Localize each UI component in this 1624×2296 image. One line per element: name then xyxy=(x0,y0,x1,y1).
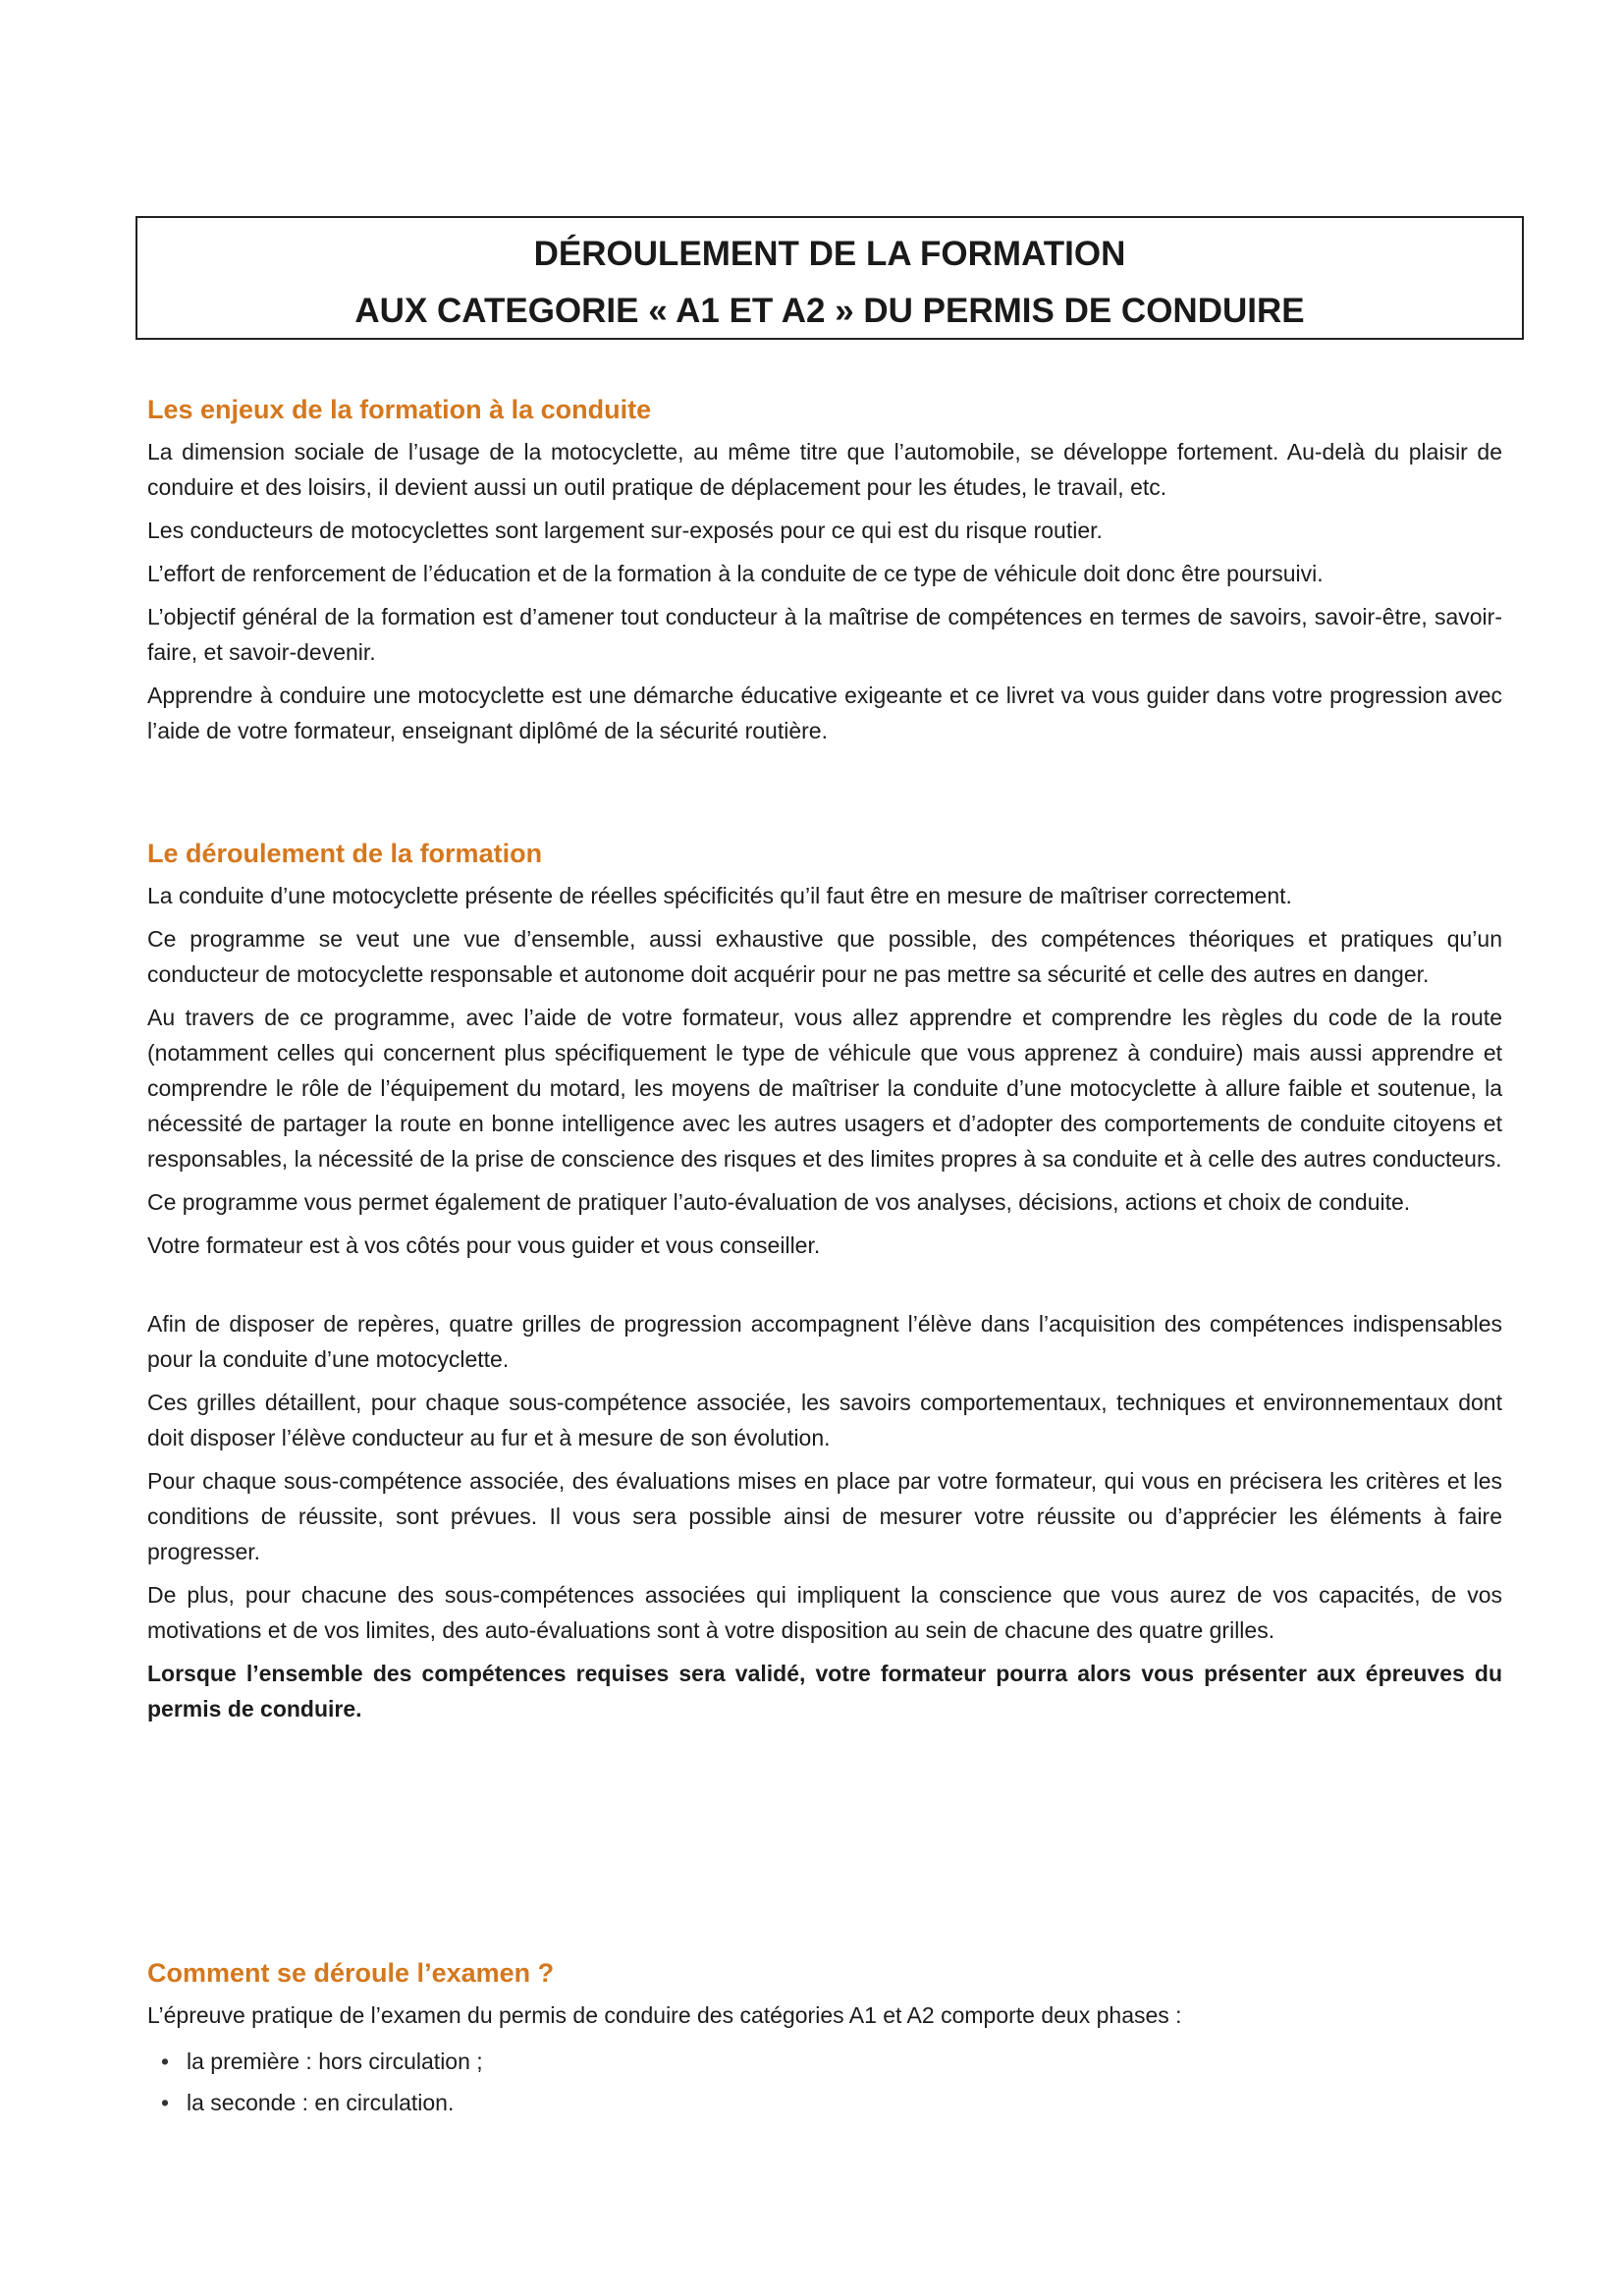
list-item-text: la première : hors circulation ; xyxy=(187,2049,483,2074)
paragraph: De plus, pour chacune des sous-compétences associées qui impliquent la conscience que vous aurez de vos capacités, de vos motivations et de vos limites, des auto-évaluations sont à votre disposition au sein de chacune des quatre grilles. xyxy=(147,1582,1502,1643)
bullet-icon: • xyxy=(161,2049,170,2074)
paragraph: L’effort de renforcement de l’éducation et de la formation à la conduite de ce type de véhicule doit donc être poursuivi. xyxy=(147,561,1324,586)
title-line-2: AUX CATEGORIE « A1 ET A2 » DU PERMIS DE CONDUIRE xyxy=(354,292,1305,330)
paragraph: Apprendre à conduire une motocyclette est une démarche éducative exigeante et ce livret va vous guider dans votre progression avec l’aide de votre formateur, enseignant diplômé de la sécurité routière. xyxy=(147,683,1502,743)
paragraph: Les conducteurs de motocyclettes sont largement sur-exposés pour ce qui est du risque routier. xyxy=(147,518,1103,543)
paragraph: Afin de disposer de repères, quatre grilles de progression accompagnent l’élève dans l’acquisition des compétences indispensables pour la conduite d’une motocyclette. xyxy=(147,1311,1502,1372)
paragraph: Pour chaque sous-compétence associée, des évaluations mises en place par votre formateur, qui vous en précisera les critères et les conditions de réussite, sont prévues. Il vous sera possible ainsi de mesurer votre réussite ou d’apprécier les éléments à faire progresser. xyxy=(147,1468,1502,1564)
section-examen xyxy=(147,1954,1502,2123)
section-enjeux xyxy=(147,391,1502,756)
phase-list xyxy=(147,2041,1502,2123)
list-item xyxy=(161,2082,1502,2123)
title-box xyxy=(135,216,1524,340)
paragraph: L’épreuve pratique de l’examen du permis de conduire des catégories A1 et A2 comporte deux phases : xyxy=(147,2002,1182,2028)
section-heading-examen: Comment se déroule l’examen ? xyxy=(147,1958,555,1988)
bullet-icon: • xyxy=(161,2090,170,2115)
paragraph: Votre formateur est à vos côtés pour vous guider et vous conseiller. xyxy=(147,1232,821,1258)
title-line-1: DÉROULEMENT DE LA FORMATION xyxy=(533,235,1126,273)
paragraph: Ce programme se veut une vue d’ensemble, aussi exhaustive que possible, des compétences théoriques et pratiques qu’un conducteur de motocyclette responsable et autonome doit acquérir pour ne pas mettre sa sécurité et celle des autres en danger. xyxy=(147,926,1502,987)
list-item-text: la seconde : en circulation. xyxy=(187,2090,455,2115)
paragraph: Ces grilles détaillent, pour chaque sous-compétence associée, les savoirs comportementaux, techniques et environnementaux dont doit disposer l’élève conducteur au fur et à mesure de son évolution. xyxy=(147,1390,1502,1450)
paragraph: La dimension sociale de l’usage de la motocyclette, au même titre que l’automobile, se développe fortement. Au-delà du plaisir de conduire et des loisirs, il devient aussi un outil pratique de déplacement pour les études, le travail, etc. xyxy=(147,439,1502,500)
paragraph: La conduite d’une motocyclette présente de réelles spécificités qu’il faut être en mesure de maîtriser correctement. xyxy=(147,883,1292,908)
paragraph: Ce programme vous permet également de pratiquer l’auto-évaluation de vos analyses, décisions, actions et choix de conduite. xyxy=(147,1189,1411,1215)
bold-paragraph: Lorsque l’ensemble des compétences requises sera validé, votre formateur pourra alors vous présenter aux épreuves du permis de conduire. xyxy=(147,1661,1502,1722)
list-item xyxy=(161,2041,1502,2082)
paragraph: Au travers de ce programme, avec l’aide de votre formateur, vous allez apprendre et comprendre les règles du code de la route (notamment celles qui concernent plus spécifiquement le type de véhicule que vous apprenez à conduire) mais aussi apprendre et comprendre le rôle de l’équipement du motard, les moyens de maîtriser la conduite d’une motocyclette à allure faible et soutenue, la nécessité de partager la route en bonne intelligence avec les autres usagers et d’adopter des comportements de conduite citoyens et responsables, la nécessité de la prise de conscience des risques et des limites propres à sa conduite et à celle des autres conducteurs. xyxy=(147,1005,1502,1172)
paragraph: L’objectif général de la formation est d’amener tout conducteur à la maîtrise de compétences en termes de savoirs, savoir-être, savoir-faire, et savoir-devenir. xyxy=(147,604,1502,665)
section-deroulement xyxy=(147,835,1502,1734)
section-heading-enjeux: Les enjeux de la formation à la conduite xyxy=(147,395,652,424)
section-heading-deroulement: Le déroulement de la formation xyxy=(147,839,543,868)
